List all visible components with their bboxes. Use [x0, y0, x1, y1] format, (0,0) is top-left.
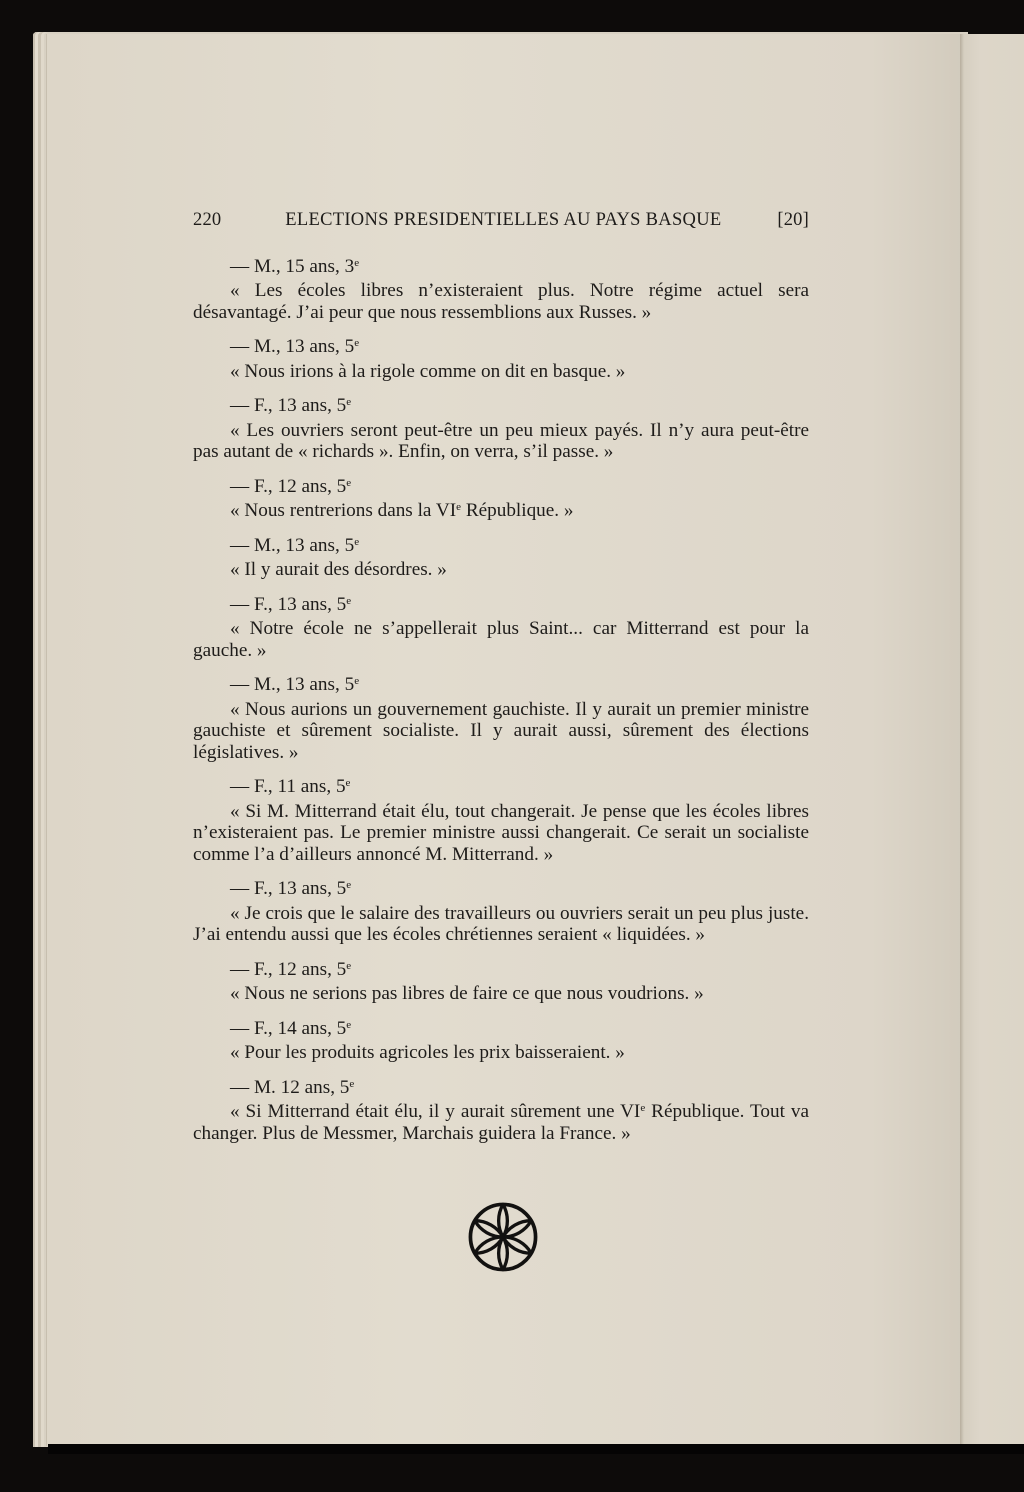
- grade-superscript: e: [346, 879, 352, 891]
- testimony-entry: [193, 336, 809, 382]
- grade-superscript: e: [349, 1077, 355, 1090]
- testimony-entry: [193, 256, 809, 324]
- grade-superscript: e: [346, 476, 352, 489]
- quote-text: « Pour les produits agricoles les prix baisseraient. »: [230, 1042, 625, 1063]
- quote-text: [193, 500, 809, 522]
- quote-text: « Notre école ne s’appellerait plus Saint... car Mitterrand est pour la gauche. »: [193, 618, 809, 661]
- testimony-entry: [193, 395, 809, 463]
- grade-superscript: e: [346, 959, 352, 972]
- speaker-text: — M., 13 ans, 5: [230, 674, 355, 695]
- grade-superscript: e: [354, 256, 360, 269]
- speaker-line: [193, 476, 809, 498]
- ordinal-superscript: e: [640, 1102, 646, 1114]
- page-bottom-shadow: [48, 1444, 1024, 1454]
- quote-text: « Il y aurait des désordres. »: [230, 559, 447, 580]
- quote-part: République. »: [461, 500, 574, 521]
- quote-part: République. Tout va changer. Plus de Messmer, Marchais guidera la France. »: [193, 1101, 810, 1144]
- testimony-entry: [193, 776, 809, 865]
- page-content: [193, 210, 809, 1157]
- speaker-line: [193, 395, 809, 417]
- testimony-list: [193, 256, 809, 1145]
- speaker-line: [193, 1077, 809, 1099]
- quote-text: « Nous ne serions pas libres de faire ce que nous voudrions. »: [230, 983, 704, 1004]
- grade-superscript: e: [354, 675, 360, 687]
- speaker-text: — F., 13 ans, 5: [230, 878, 347, 899]
- testimony-entry: [193, 1018, 809, 1064]
- testimony-entry: [193, 594, 809, 662]
- testimony-entry: [193, 1077, 809, 1145]
- quote-text: « Si M. Mitterrand était élu, tout changerait. Je pense que les écoles libres n’existeraient pas. Le premier ministre aussi changerait. Ce serait un socialiste comme l’a d’ailleurs annoncé M. Mitterrand. »: [193, 800, 809, 865]
- grade-superscript: e: [346, 396, 352, 408]
- testimony-entry: [193, 878, 809, 946]
- testimony-entry: [193, 959, 809, 1005]
- quote-text: [193, 1101, 809, 1144]
- testimony-entry: [193, 476, 809, 522]
- speaker-text: — F., 13 ans, 5: [230, 593, 347, 615]
- speaker-text: — F., 14 ans, 5: [230, 1017, 347, 1039]
- running-head: [193, 210, 809, 232]
- speaker-text: — M., 13 ans, 5: [230, 534, 355, 556]
- grade-superscript: e: [346, 1018, 352, 1031]
- grade-superscript: e: [354, 535, 360, 548]
- facing-page-edge: [960, 34, 1024, 1446]
- quote-text: « Je crois que le salaire des travailleurs ou ouvriers serait un peu plus juste. J’ai entendu aussi que les écoles chrétiennes seraient « liquidées. »: [193, 902, 809, 945]
- speaker-line: [193, 256, 809, 278]
- speaker-text: — M., 15 ans, 3: [230, 255, 355, 277]
- section-number: [20]: [777, 210, 809, 230]
- speaker-line: [193, 959, 809, 981]
- speaker-line: [193, 1018, 809, 1040]
- speaker-line: [193, 535, 809, 557]
- speaker-line: [193, 336, 809, 358]
- speaker-line: [193, 878, 809, 900]
- quote-text: « Nous aurions un gouvernement gauchiste. Il y aurait un premier ministre gauchiste et sûrement socialiste. Il y aurait aussi, sûrement des élections législatives. »: [193, 698, 809, 763]
- speaker-text: — F., 12 ans, 5: [230, 958, 347, 980]
- basque-rosette-icon: [466, 1200, 540, 1274]
- testimony-entry: [193, 535, 809, 581]
- speaker-line: [193, 594, 809, 616]
- speaker-text: — F., 11 ans, 5: [230, 776, 346, 797]
- ordinal-superscript: e: [456, 501, 462, 513]
- quote-part: « Si Mitterrand était élu, il y aurait sûrement une VI: [230, 1101, 641, 1122]
- speaker-text: — M. 12 ans, 5: [230, 1076, 350, 1098]
- quote-text: « Les ouvriers seront peut-être un peu mieux payés. Il n’y aura peut-être pas autant de « richards ». Enfin, on verra, s’il passe. »: [193, 419, 809, 462]
- speaker-line: [193, 776, 809, 798]
- quote-text: « Les écoles libres n’existeraient plus. Notre régime actuel sera désavantagé. J’ai peur que nous ressemblions aux Russes. »: [193, 280, 809, 323]
- speaker-text: — M., 13 ans, 5: [230, 336, 355, 357]
- grade-superscript: e: [354, 337, 360, 349]
- running-title: ELECTIONS PRESIDENTIELLES AU PAYS BASQUE: [285, 210, 722, 230]
- grade-superscript: e: [346, 594, 352, 607]
- speaker-line: [193, 674, 809, 696]
- speaker-text: — F., 13 ans, 5: [230, 395, 347, 416]
- quote-text: « Nous irions à la rigole comme on dit en basque. »: [230, 360, 626, 382]
- page-number: 220: [193, 210, 222, 230]
- testimony-entry: [193, 674, 809, 763]
- speaker-text: — F., 12 ans, 5: [230, 475, 347, 497]
- quote-part: « Nous rentrerions dans la VI: [230, 500, 457, 521]
- grade-superscript: e: [345, 777, 351, 789]
